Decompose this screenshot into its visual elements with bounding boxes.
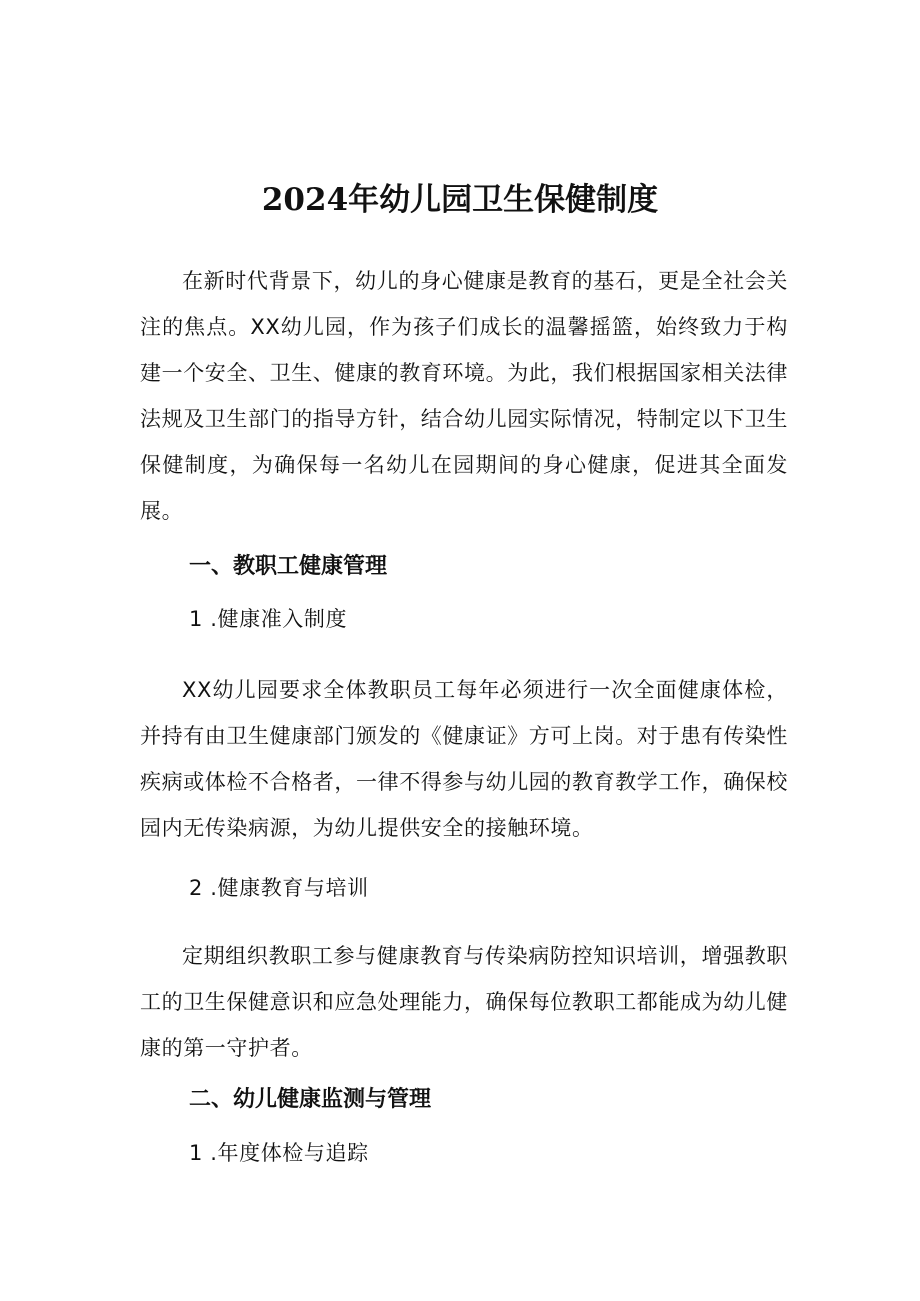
section-heading-staff-health: 一、教职工健康管理: [189, 554, 388, 579]
paragraph-health-training: 定期组织教职工参与健康教育与传染病防控知识培训，增强教职工的卫生保健意识和应急处理能力，确保每位教职工都能成为幼儿健康的第一守护者。: [140, 944, 788, 1060]
paragraph-health-admission: XX幼儿园要求全体教职员工每年必须进行一次全面健康体检，并持有由卫生健康部门颁发的《健康证》方可上岗。对于患有传染性疾病或体检不合格者，一律不得参与幼儿园的教育教学工作，确保校园内无传染病源，为幼儿提供安全的接触环境。: [140, 678, 788, 840]
subheading-health-training: 2 .健康教育与培训: [189, 876, 369, 900]
document-title: 2024年幼儿园卫生保健制度: [261, 181, 659, 218]
section-heading-child-health: 二、幼儿健康监测与管理: [189, 1087, 432, 1112]
subheading-annual-checkup: 1 .年度体检与追踪: [189, 1141, 369, 1165]
intro-paragraph: 在新时代背景下，幼儿的身心健康是教育的基石，更是全社会关注的焦点。XX幼儿园，作为孩子们成长的温馨摇篮，始终致力于构建一个安全、卫生、健康的教育环境。为此，我们根据国家相关法律法规及卫生部门的指导方针，结合幼儿园实际情况，特制定以下卫生保健制度，为确保每一名幼儿在园期间的身心健康，促进其全面发展。: [140, 269, 788, 523]
subheading-health-admission: 1 .健康准入制度: [189, 607, 348, 631]
